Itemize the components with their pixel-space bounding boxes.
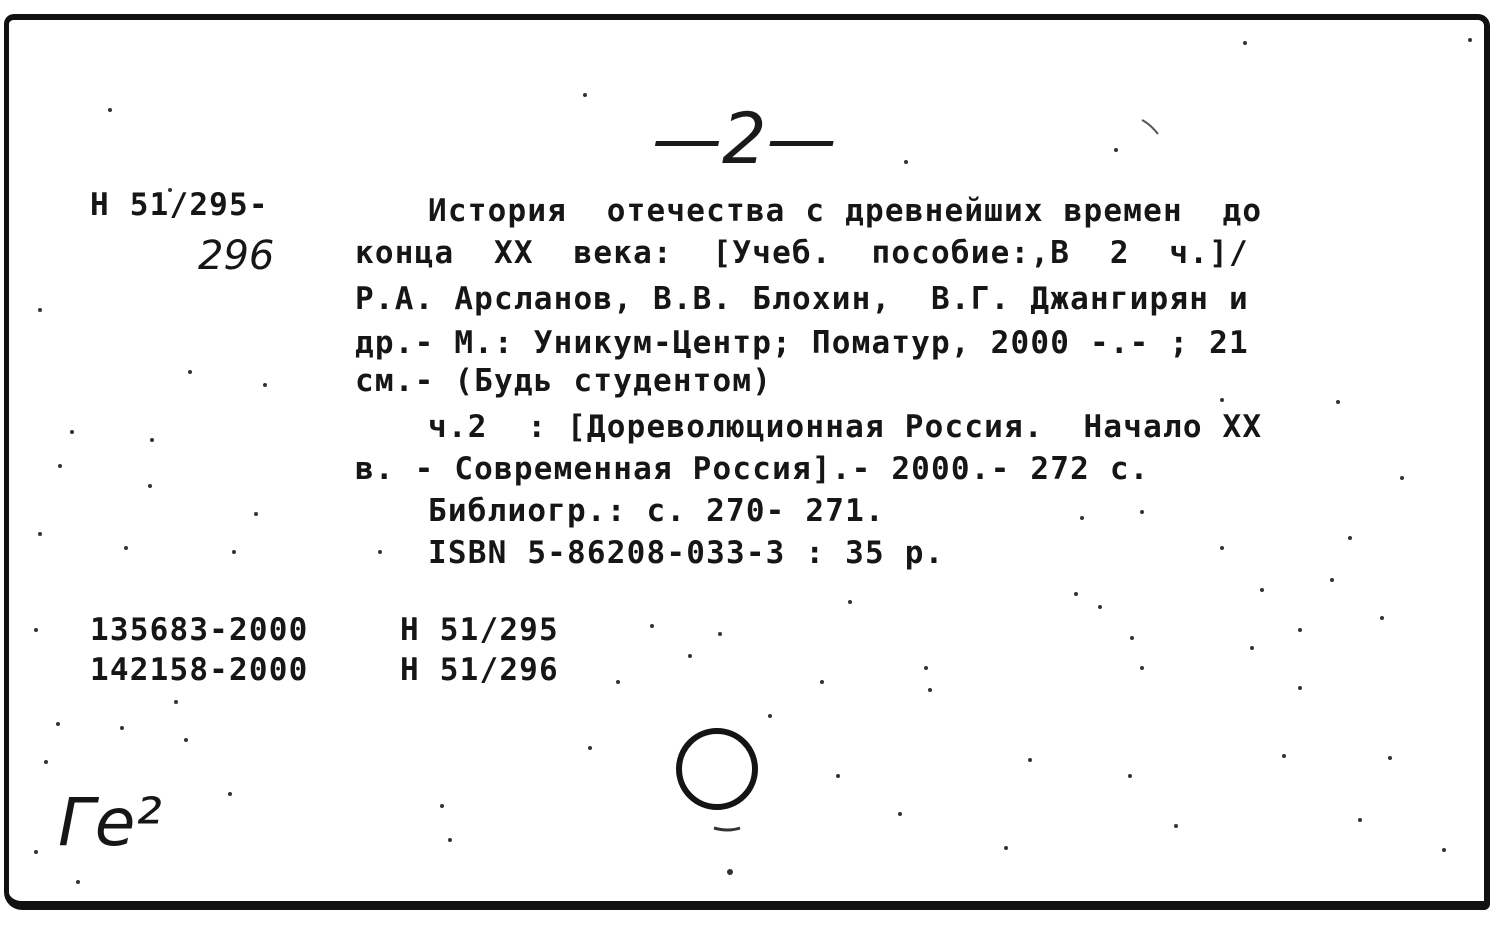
shelf-mark-handwritten: 296: [198, 233, 275, 279]
description-line: История отечества с древнейших времен до: [428, 193, 1263, 229]
inventory-shelf: Н 51/296: [400, 652, 559, 688]
description-line: Р.А. Арсланов, В.В. Блохин, В.Г. Джангирян и: [355, 281, 1249, 317]
description-line: см.- (Будь студентом): [355, 363, 773, 399]
description-line: в. - Современная Россия].- 2000.- 272 с.: [355, 451, 1150, 487]
inventory-shelf: Н 51/295: [400, 612, 559, 648]
shelf-mark-line1: Н 51/295-: [90, 187, 269, 223]
handwritten-note: Ге²: [58, 784, 162, 861]
punch-hole: [676, 728, 758, 810]
page-mark: —2—: [652, 98, 837, 180]
description-line: Библиогр.: с. 270- 271.: [428, 493, 885, 529]
inventory-number: 142158-2000: [90, 652, 309, 688]
description-line: ч.2 : [Дореволюционная Россия. Начало XX: [428, 409, 1263, 445]
description-line: др.- М.: Уникум-Центр; Поматур, 2000 -.- ; 21: [355, 325, 1249, 361]
inventory-number: 135683-2000: [90, 612, 309, 648]
description-line: ISBN 5-86208-033-3 : 35 р.: [428, 535, 945, 571]
description-line: конца XX века: [Учеб. пособие:,В 2 ч.]/: [355, 235, 1249, 271]
